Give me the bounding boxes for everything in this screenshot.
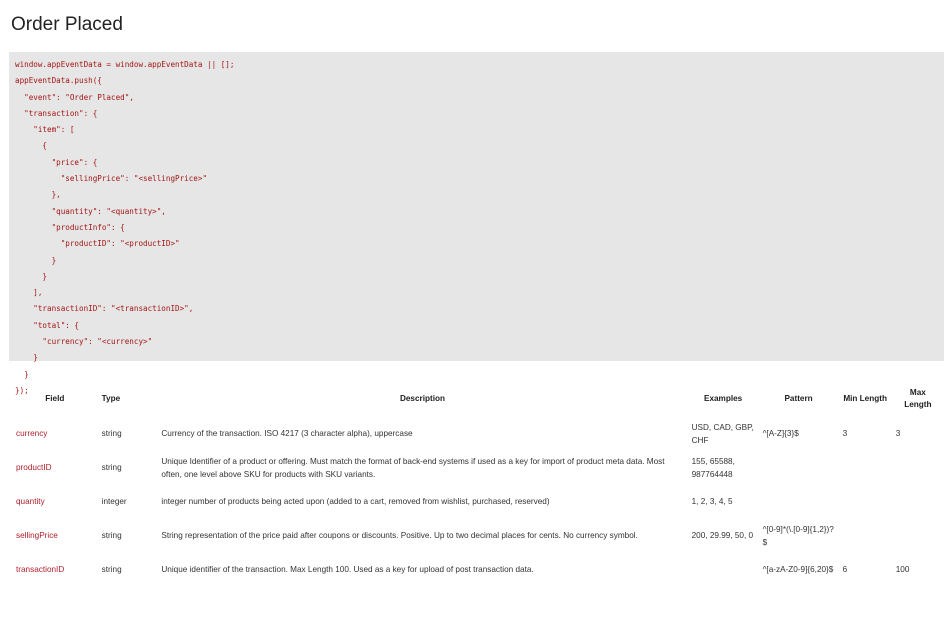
cell-max-length xyxy=(892,519,944,553)
table-row xyxy=(12,519,944,553)
cell-min-length: 3 xyxy=(842,429,848,439)
cell-min-length xyxy=(839,485,892,519)
cell-type: string xyxy=(101,565,122,575)
cell-pattern: ^[A-Z]{3}$ xyxy=(762,429,799,439)
cell-pattern xyxy=(759,485,839,519)
cell-description: integer number of products being acted upon (added to a cart, removed from wishlist, purchased, reserved) xyxy=(161,497,550,507)
code-line: { xyxy=(15,141,48,151)
code-line: "productInfo": { xyxy=(15,222,125,232)
code-line: appEventData.push({ xyxy=(15,76,102,86)
code-line: "price": { xyxy=(15,157,98,167)
code-line: window.appEventData = window.appEventData || []; xyxy=(15,60,235,69)
cell-min-length xyxy=(839,451,892,485)
header-max-length: Max Length xyxy=(904,388,932,409)
cell-pattern xyxy=(759,451,839,485)
code-line: "quantity": "<quantity>", xyxy=(15,206,166,216)
cell-field: currency xyxy=(16,429,48,439)
cell-description: String representation of the price paid after coupons or discounts. Positive. Up to two decimal places for cents. No currency symbol. xyxy=(161,531,638,541)
cell-max-length xyxy=(892,485,944,519)
cell-type: integer xyxy=(101,497,127,507)
code-line: "item": [ xyxy=(15,125,75,135)
header-type: Type xyxy=(101,394,121,403)
table-header-row xyxy=(12,381,944,417)
cell-examples: 155, 65588, 987764448 xyxy=(691,456,735,479)
code-line: "productID": "<productID>" xyxy=(15,239,180,249)
cell-examples: 200, 29.99, 50, 0 xyxy=(691,531,754,541)
code-line: } xyxy=(15,353,38,363)
cell-field: quantity xyxy=(16,497,45,507)
cell-pattern: ^[a-zA-Z0-9]{6,20}$ xyxy=(762,565,834,575)
cell-field: sellingPrice xyxy=(16,531,58,541)
cell-description: Unique identifier of the transaction. Max Length 100. Used as a key for upload of post transaction data. xyxy=(161,565,534,575)
code-line: "transactionID": "<transactionID>", xyxy=(15,304,194,314)
code-line: } xyxy=(15,255,57,265)
table-row xyxy=(12,417,944,451)
page-title: Order Placed xyxy=(11,14,123,35)
cell-field: productID xyxy=(16,463,52,473)
cell-description: Unique Identifier of a product or offering. Must match the format of back-end systems if used as a key for import of product meta data. Most often, one level above SKU for products with SKU variants. xyxy=(161,456,665,479)
code-snippet xyxy=(9,52,944,395)
table-row xyxy=(12,451,944,485)
cell-max-length xyxy=(892,451,944,485)
header-min-length: Min Length xyxy=(843,394,887,403)
cell-pattern: ^[0-9]*(\.[0-9]{1,2})?$ xyxy=(762,524,834,547)
header-field: Field xyxy=(45,394,65,403)
table-row xyxy=(12,553,944,587)
cell-type: string xyxy=(101,429,122,439)
code-line: "sellingPrice": "<sellingPrice>" xyxy=(15,174,208,184)
code-line: "currency": "<currency>" xyxy=(15,337,153,347)
code-line: } xyxy=(15,369,29,379)
table-row xyxy=(12,485,944,519)
code-line: } xyxy=(15,271,48,281)
code-line: }); xyxy=(15,385,29,395)
header-pattern: Pattern xyxy=(784,394,813,403)
cell-examples: 1, 2, 3, 4, 5 xyxy=(691,497,733,507)
cell-max-length: 3 xyxy=(895,429,901,439)
cell-examples xyxy=(688,553,759,587)
cell-max-length: 100 xyxy=(895,565,910,575)
code-line: "total": { xyxy=(15,320,80,330)
cell-min-length: 6 xyxy=(842,565,848,575)
code-line: ], xyxy=(15,288,43,298)
code-line: "event": "Order Placed", xyxy=(15,92,134,102)
code-line: }, xyxy=(15,190,61,200)
cell-field: transactionID xyxy=(16,565,65,575)
cell-type: string xyxy=(101,531,122,541)
code-line: "transaction": { xyxy=(15,108,98,118)
cell-description: Currency of the transaction. ISO 4217 (3 character alpha), uppercase xyxy=(161,429,413,439)
cell-examples: USD, CAD, GBP, CHF xyxy=(691,422,754,445)
header-description: Description xyxy=(399,394,446,403)
header-examples: Examples xyxy=(703,394,743,403)
cell-type: string xyxy=(101,463,122,473)
cell-min-length xyxy=(839,519,892,553)
fields-table xyxy=(12,381,944,587)
